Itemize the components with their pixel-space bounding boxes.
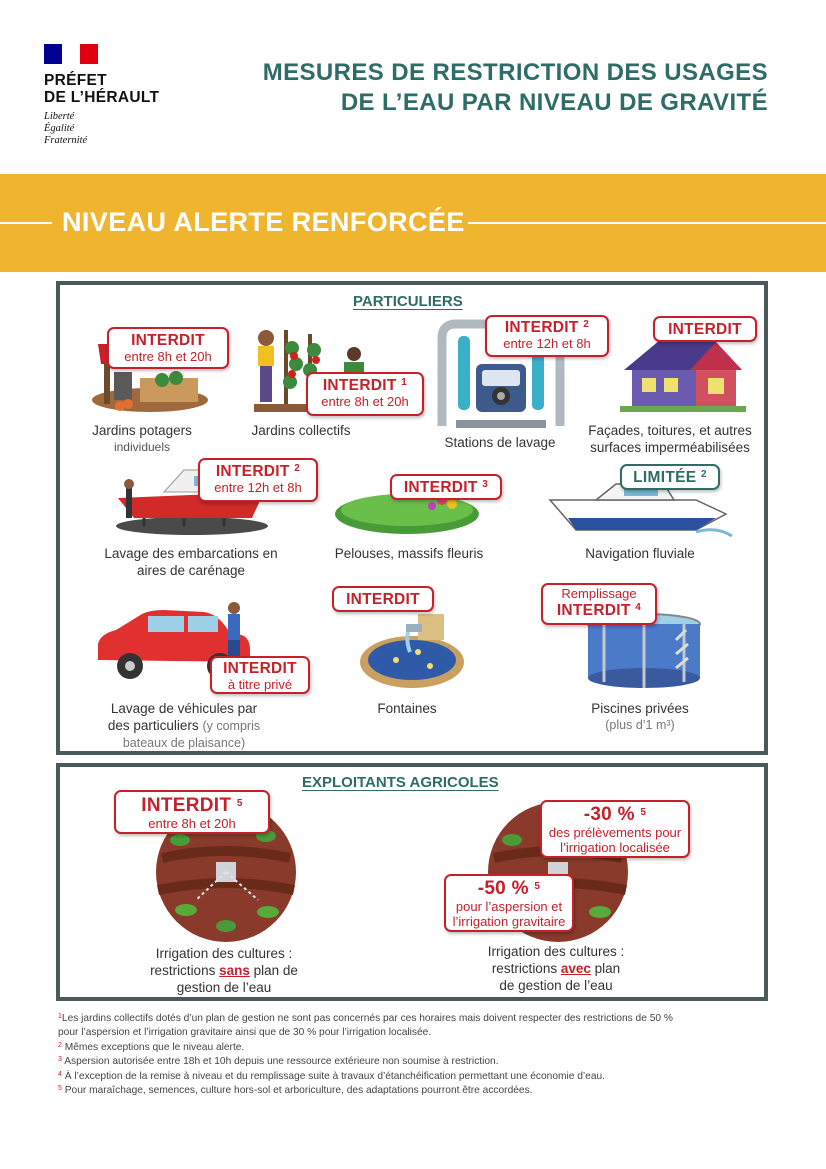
caption-fontaines (352, 700, 462, 717)
caption-emphasis: avec (560, 961, 591, 976)
caption-sub: individuels (113, 440, 171, 454)
republic-motto (44, 111, 184, 147)
caption-line: Navigation fluviale (585, 546, 695, 561)
tag-fontaines (332, 586, 434, 612)
agricoles-title: EXPLOITANTS AGRICOLES (302, 774, 499, 791)
caption-note2: bateaux de plaisance) (122, 736, 246, 750)
tag-facades (653, 316, 757, 342)
caption-lavage-vehicules (86, 700, 282, 752)
tag-jardins-potagers (107, 327, 229, 369)
tag-navigation (620, 464, 720, 490)
caption-note: (plus d’1 m³) (605, 718, 675, 732)
caption-line1: Irrigation des cultures : (487, 944, 625, 959)
house-icon (620, 334, 746, 412)
tag-detail2: l’irrigation gravitaire (452, 913, 566, 929)
caption-line: Lavage de véhicules par (110, 701, 258, 716)
tag-lavage-vehicules (210, 656, 310, 694)
page-title (263, 58, 768, 118)
caption-line: Lavage des embarcations en (104, 546, 278, 561)
caption-embarcations (86, 545, 296, 579)
tag-embarcations (198, 458, 318, 502)
caption-line2-pre: restrictions (150, 963, 220, 978)
tag-detail: entre 8h et 20h (321, 393, 409, 409)
caption-line2-post: plan de (249, 963, 298, 978)
title-line1: MESURES DE RESTRICTION DES USAGES (262, 59, 768, 86)
tag-label: INTERDIT $^1$ (322, 377, 408, 394)
caption-note: (y compris (202, 719, 261, 733)
tag-label: -30 % $^5$ (583, 804, 647, 825)
fountain-icon (356, 612, 466, 690)
tag-irrigation-sans-plan (114, 790, 270, 834)
tag-label: INTERDIT $^2$ (504, 319, 590, 336)
alert-level-title: NIVEAU ALERTE RENFORCÉE (62, 207, 465, 237)
footnote: pour l’aspersion et l’irrigation gravitaire ainsi que de 30 % pour l’irrigation localisée. (58, 1027, 432, 1039)
prefecture-logo (44, 44, 184, 147)
tag-irrigation-aspersion (444, 874, 574, 932)
footnote: $^3$ Aspersion autorisée entre 18h et 10h depuis une ressource extérieure non soumise à restriction. (58, 1056, 499, 1068)
tag-piscines (541, 583, 657, 625)
tag-label: INTERDIT $^3$ (403, 479, 489, 496)
footnotes (58, 1011, 770, 1097)
tag-detail: à titre privé (227, 676, 293, 692)
caption-stations-lavage (432, 434, 568, 451)
tag-label: INTERDIT (131, 332, 205, 349)
tag-detail1: des prélèvements pour (548, 824, 682, 840)
caption-line2-pre: restrictions (491, 961, 561, 976)
marianne-flag-icon (44, 44, 98, 64)
prefet-line1: PRÉFET (44, 72, 107, 89)
caption-irrigation-sans-plan (126, 945, 322, 996)
tag-label: INTERDIT $^2$ (215, 463, 301, 480)
tag-label: INTERDIT $^4$ (556, 601, 642, 619)
caption-line: Stations de lavage (444, 435, 556, 450)
caption-line: Fontaines (377, 701, 437, 716)
motto-liberte: Liberté (44, 111, 75, 122)
caption-line: Façades, toitures, et autres (588, 423, 752, 438)
particuliers-title: PARTICULIERS (353, 293, 463, 310)
caption-line: Jardins potagers (92, 423, 192, 438)
tag-label: -50 % $^5$ (477, 878, 541, 899)
tag-label: INTERDIT $^5$ (141, 795, 243, 816)
tag-detail1: pour l’aspersion et (455, 898, 563, 914)
motto-fraternite: Fraternité (44, 135, 88, 146)
caption-line2: des particuliers (107, 718, 199, 733)
caption-emphasis: sans (219, 963, 250, 978)
tag-detail: entre 12h et 8h (503, 335, 591, 351)
footnote: $^4$ À l’exception de la remise à niveau et du remplissage suite à travaux d’étanchéification permettant une économie d’eau. (58, 1070, 606, 1082)
tag-jardins-collectifs (306, 372, 424, 416)
caption-line: Jardins collectifs (251, 423, 351, 438)
banner-rule-right (468, 222, 826, 224)
caption-line2: aires de carénage (136, 563, 246, 578)
tag-detail: entre 8h et 20h (148, 815, 236, 831)
caption-piscines (572, 700, 708, 734)
tag-label: INTERDIT (346, 591, 420, 608)
motto-egalite: Égalité (44, 123, 75, 134)
caption-line: Piscines privées (591, 701, 689, 716)
footnote: $^1$Les jardins collectifs dotés d’un plan de gestion ne sont pas concernés par ces horaires mais doivent respecter des restrictions de 50 % (58, 1013, 673, 1024)
prefet-line2: DE L’HÉRAULT (44, 89, 160, 106)
prefet-label (44, 72, 184, 106)
banner-rule-left (0, 222, 52, 224)
tag-detail: entre 12h et 8h (214, 479, 302, 495)
alert-level-banner (0, 174, 826, 272)
caption-navigation (560, 545, 720, 562)
caption-jardins-potagers (72, 422, 212, 456)
tag-stations-lavage (485, 315, 609, 357)
tag-irrigation-localisee (540, 800, 690, 858)
caption-line2: surfaces imperméabilisées (590, 440, 750, 455)
caption-pelouses (316, 545, 502, 562)
caption-line: Pelouses, massifs fleuris (334, 546, 484, 561)
caption-line2-post: plan (590, 961, 621, 976)
caption-facades (580, 422, 760, 456)
tag-top: Remplissage (561, 586, 637, 601)
tag-detail2: l’irrigation localisée (560, 839, 670, 855)
tag-pelouses (390, 474, 502, 500)
caption-line1: Irrigation des cultures : (155, 946, 293, 961)
tag-label: INTERDIT (223, 660, 297, 677)
tag-detail: entre 8h et 20h (124, 348, 212, 364)
caption-line3: de gestion de l’eau (499, 978, 613, 993)
tag-label: INTERDIT (668, 321, 742, 338)
footnote: $^5$ Pour maraîchage, semences, culture hors-sol et arboriculture, des adaptations pourront être accordées. (58, 1085, 533, 1097)
caption-jardins-collectifs (236, 422, 366, 439)
tag-label: LIMITÉE $^2$ (633, 469, 707, 486)
caption-irrigation-avec-plan (458, 943, 654, 994)
caption-line3: gestion de l’eau (176, 980, 272, 995)
title-line2: DE L’EAU PAR NIVEAU DE GRAVITÉ (340, 89, 768, 116)
footnote: $^2$ Mêmes exceptions que le niveau alerte. (58, 1041, 245, 1053)
